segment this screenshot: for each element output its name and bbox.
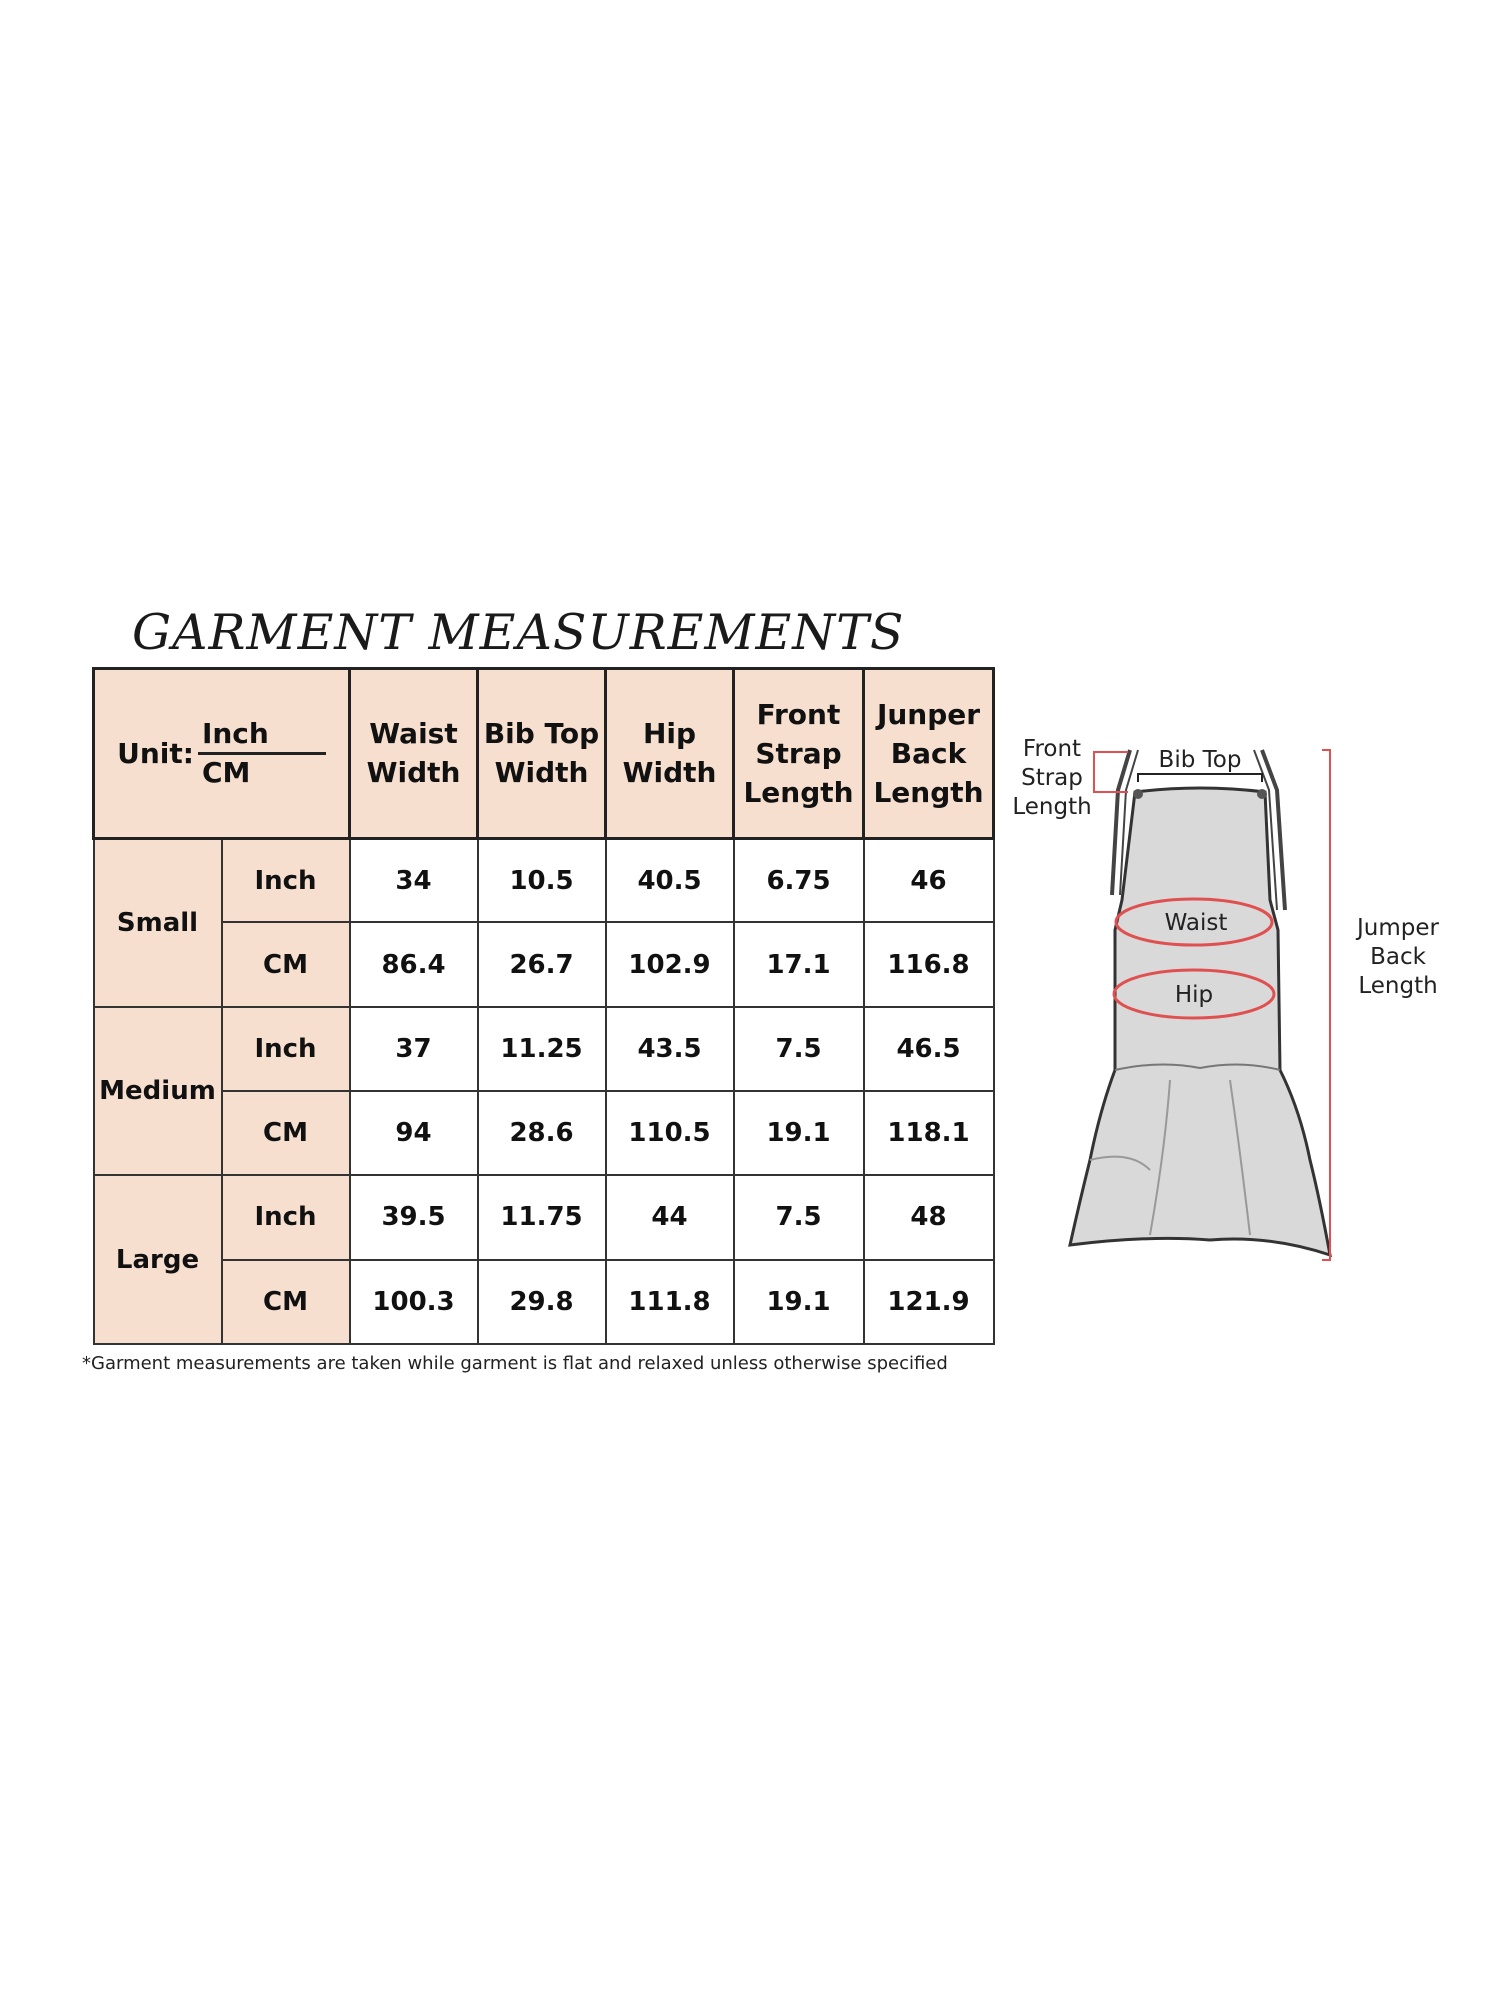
header-front-strap-length: Front Strap Length	[734, 669, 864, 839]
value-cell: 19.1	[734, 1260, 864, 1344]
front-strap-label-1: Front	[1022, 736, 1082, 762]
value-cell: 40.5	[606, 838, 734, 922]
bib-top-label: Bib Top	[1158, 747, 1242, 773]
row-unit: CM	[222, 1260, 350, 1344]
value-cell: 17.1	[734, 922, 864, 1006]
header-jumper-back-length: Junper Back Length	[864, 669, 994, 839]
value-cell: 10.5	[478, 838, 606, 922]
header-bib-top-width: Bib Top Width	[478, 669, 606, 839]
value-cell: 43.5	[606, 1007, 734, 1091]
value-cell: 11.75	[478, 1175, 606, 1259]
value-cell: 28.6	[478, 1091, 606, 1175]
value-cell: 7.5	[734, 1175, 864, 1259]
table-header-row	[94, 669, 994, 839]
footnote: *Garment measurements are taken while garment is flat and relaxed unless otherwise specified	[82, 1353, 948, 1374]
bib-top-marker	[1138, 774, 1262, 782]
value-cell: 111.8	[606, 1260, 734, 1344]
size-small: Small	[94, 838, 222, 1007]
value-cell: 46.5	[864, 1007, 994, 1091]
table-row	[94, 1175, 994, 1259]
header-waist-width: Waist Width	[350, 669, 478, 839]
table-row	[94, 1091, 994, 1175]
value-cell: 11.25	[478, 1007, 606, 1091]
back-length-marker	[1322, 750, 1330, 1260]
waist-label: Waist	[1164, 910, 1228, 936]
back-length-label-2: Back	[1370, 944, 1426, 970]
row-unit: CM	[222, 1091, 350, 1175]
size-large: Large	[94, 1175, 222, 1344]
back-length-label-3: Length	[1358, 973, 1438, 999]
value-cell: 46	[864, 838, 994, 922]
size-chart-table	[92, 667, 995, 1345]
value-cell: 118.1	[864, 1091, 994, 1175]
value-cell: 100.3	[350, 1260, 478, 1344]
value-cell: 110.5	[606, 1091, 734, 1175]
row-unit: Inch	[222, 1007, 350, 1091]
value-cell: 6.75	[734, 838, 864, 922]
value-cell: 121.9	[864, 1260, 994, 1344]
page-title: GARMENT MEASUREMENTS	[132, 604, 905, 661]
front-strap-label-3: Length	[1012, 794, 1092, 820]
value-cell: 116.8	[864, 922, 994, 1006]
value-cell: 86.4	[350, 922, 478, 1006]
unit-inch-label: Inch	[198, 716, 326, 755]
row-unit: Inch	[222, 838, 350, 922]
value-cell: 19.1	[734, 1091, 864, 1175]
table-row	[94, 922, 994, 1006]
row-unit: CM	[222, 922, 350, 1006]
value-cell: 34	[350, 838, 478, 922]
unit-header	[94, 669, 350, 839]
header-hip-width: Hip Width	[606, 669, 734, 839]
hip-label: Hip	[1174, 982, 1214, 1008]
table-row	[94, 1260, 994, 1344]
back-length-label-1: Jumper	[1357, 915, 1439, 941]
unit-label: Unit:	[117, 736, 194, 770]
garment-diagram	[1000, 730, 1470, 1290]
row-unit: Inch	[222, 1175, 350, 1259]
value-cell: 94	[350, 1091, 478, 1175]
size-medium: Medium	[94, 1007, 222, 1176]
front-strap-label-2: Strap	[1021, 765, 1083, 791]
value-cell: 102.9	[606, 922, 734, 1006]
value-cell: 26.7	[478, 922, 606, 1006]
table-row	[94, 1007, 994, 1091]
value-cell: 29.8	[478, 1260, 606, 1344]
dress-body	[1070, 788, 1330, 1255]
value-cell: 48	[864, 1175, 994, 1259]
value-cell: 7.5	[734, 1007, 864, 1091]
value-cell: 39.5	[350, 1175, 478, 1259]
value-cell: 37	[350, 1007, 478, 1091]
table-row	[94, 838, 994, 922]
unit-cm-label: CM	[201, 755, 251, 789]
value-cell: 44	[606, 1175, 734, 1259]
